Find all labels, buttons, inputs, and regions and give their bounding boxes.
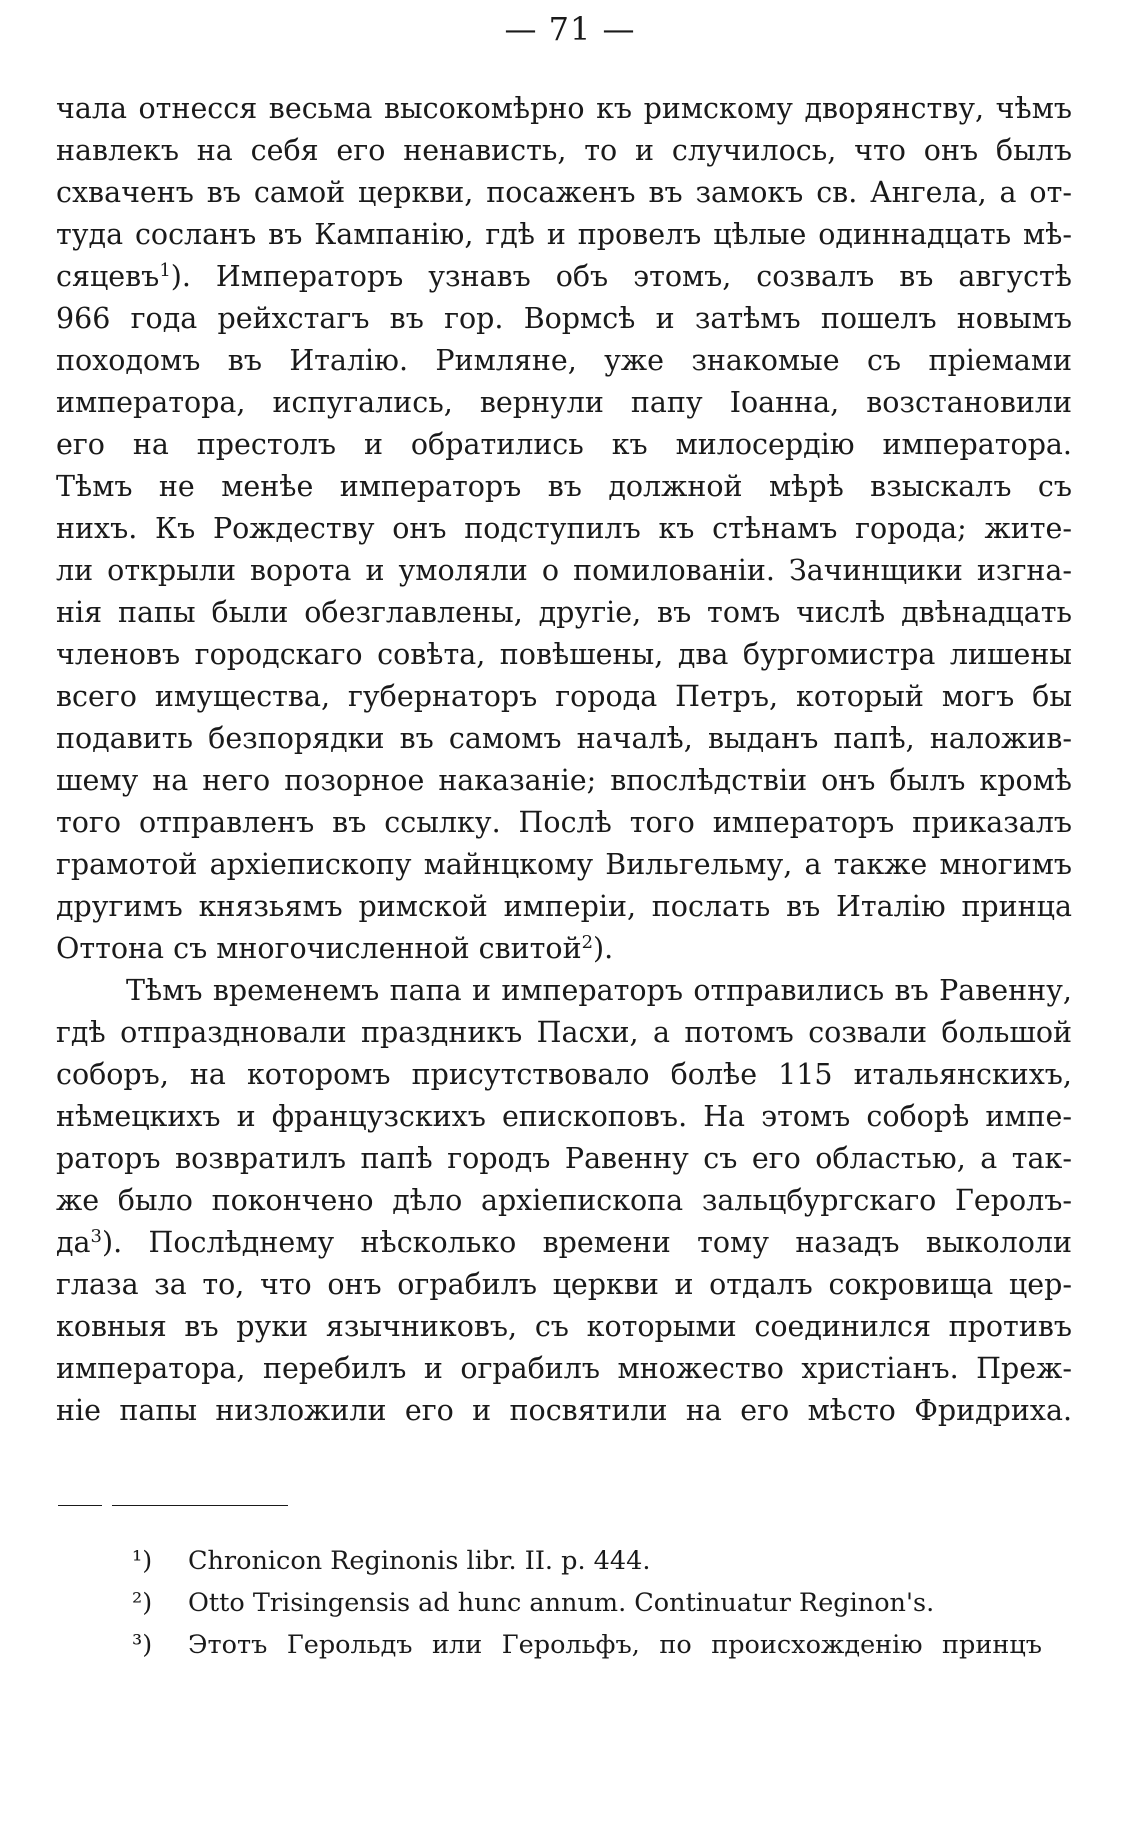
text-line: нихъ. Къ Рождеству онъ подступилъ къ стѣнамъ города; жите- xyxy=(56,512,1072,545)
footnote xyxy=(132,1624,1042,1666)
footnote-divider xyxy=(112,1505,288,1506)
footnote-reference[interactable]: 1 xyxy=(159,260,171,281)
text-fragment: Оттона съ многочисленной свитой xyxy=(56,932,582,965)
text-line xyxy=(56,256,1072,298)
text-line: ніе папы низложили его и посвятили на его мѣсто Фридриха. xyxy=(56,1394,1072,1427)
text-fragment: ). Послѣднему нѣсколько времени тому назадъ выкололи xyxy=(102,1226,1072,1259)
footnote xyxy=(132,1540,1042,1582)
text-line: туда сосланъ въ Кампанію, гдѣ и провелъ цѣлые одиннадцать мѣ- xyxy=(56,218,1072,251)
text-line: глаза за то, что онъ ограбилъ церкви и отдалъ сокровища цер- xyxy=(56,1268,1072,1301)
footnote-mark: ³) xyxy=(132,1630,153,1660)
text-fragment: ). xyxy=(593,932,614,965)
text-line: шему на него позорное наказаніе; впослѣдствіи онъ былъ кромѣ xyxy=(56,764,1072,797)
text-line xyxy=(56,928,1072,970)
text-line: Тѣмъ не менѣе императоръ въ должной мѣрѣ взыскалъ съ xyxy=(56,470,1072,503)
text-fragment: сяцевъ xyxy=(56,260,160,293)
text-line: нѣмецкихъ и французскихъ епископовъ. На этомъ соборѣ импе- xyxy=(56,1100,1072,1133)
text-line: чала отнесся весьма высокомѣрно къ римскому дворянству, чѣмъ xyxy=(56,92,1072,125)
text-line: Тѣмъ временемъ папа и императоръ отправились въ Равенну, xyxy=(126,974,1072,1007)
text-line: раторъ возвратилъ папѣ городъ Равенну съ его областью, а так- xyxy=(56,1142,1072,1175)
footnote-divider xyxy=(58,1505,102,1506)
text-line: его на престолъ и обратились къ милосердію императора. xyxy=(56,428,1072,461)
text-fragment: ). Императоръ узнавъ объ этомъ, созвалъ въ августѣ xyxy=(170,260,1072,293)
footnote-text: Этотъ Герольдъ или Герольфъ, по происхожденію принцъ xyxy=(188,1630,1042,1660)
footnote xyxy=(132,1582,1042,1624)
text-line: 966 года рейхстагъ въ гор. Вормсѣ и затѣмъ пошелъ новымъ xyxy=(56,302,1072,335)
text-line: другимъ князьямъ римской имперіи, послать въ Италію принца xyxy=(56,890,1072,923)
text-line: грамотой архіепископу майнцкому Вильгельму, а также многимъ xyxy=(56,848,1072,881)
footnotes xyxy=(132,1540,1042,1666)
footnote-reference[interactable]: 2 xyxy=(581,932,594,953)
text-line: членовъ городскаго совѣта, повѣшены, два бургомистра лишены xyxy=(56,638,1072,671)
text-line: гдѣ отпраздновали праздникъ Пасхи, а потомъ созвали большой xyxy=(56,1016,1072,1049)
text-line: соборъ, на которомъ присутствовало болѣе 115 итальянскихъ, xyxy=(56,1058,1072,1091)
text-line: ли открыли ворота и умоляли о помилованіи. Зачинщики изгна- xyxy=(56,554,1072,587)
text-line: навлекъ на себя его ненависть, то и случилось, что онъ былъ xyxy=(56,134,1072,167)
text-line: императора, перебилъ и ограбилъ множество христіанъ. Преж- xyxy=(56,1352,1072,1385)
text-line: того отправленъ въ ссылку. Послѣ того императоръ приказалъ xyxy=(56,806,1072,839)
footnote-mark: ²) xyxy=(132,1588,153,1618)
text-line: же было покончено дѣло архіепископа зальцбургскаго Геролъ- xyxy=(56,1184,1072,1217)
footnote-text: Otto Trisingensis ad hunc annum. Continuatur Reginon's. xyxy=(188,1588,935,1618)
text-line: походомъ въ Италію. Римляне, уже знакомые съ пріемами xyxy=(56,344,1072,377)
footnote-reference[interactable]: 3 xyxy=(90,1226,102,1247)
text-line xyxy=(56,1222,1072,1264)
body-text xyxy=(56,88,1072,1432)
footnote-mark: ¹) xyxy=(132,1546,153,1576)
text-line: императора, испугались, вернули папу Іоанна, возстановили xyxy=(56,386,1072,419)
text-line: всего имущества, губернаторъ города Петръ, который могъ бы xyxy=(56,680,1072,713)
text-line: схваченъ въ самой церкви, посаженъ въ замокъ св. Ангела, а от- xyxy=(56,176,1072,209)
text-line: ковныя въ руки язычниковъ, съ которыми соединился противъ xyxy=(56,1310,1072,1343)
text-line: подавить безпорядки въ самомъ началѣ, выданъ папѣ, наложив- xyxy=(56,722,1072,755)
page-number: — 71 — xyxy=(504,10,636,48)
text-fragment: да xyxy=(56,1226,91,1259)
footnote-text: Chronicon Reginonis libr. II. p. 444. xyxy=(188,1546,651,1576)
text-line: нія папы были обезглавлены, другіе, въ томъ числѣ двѣнадцать xyxy=(56,596,1072,629)
